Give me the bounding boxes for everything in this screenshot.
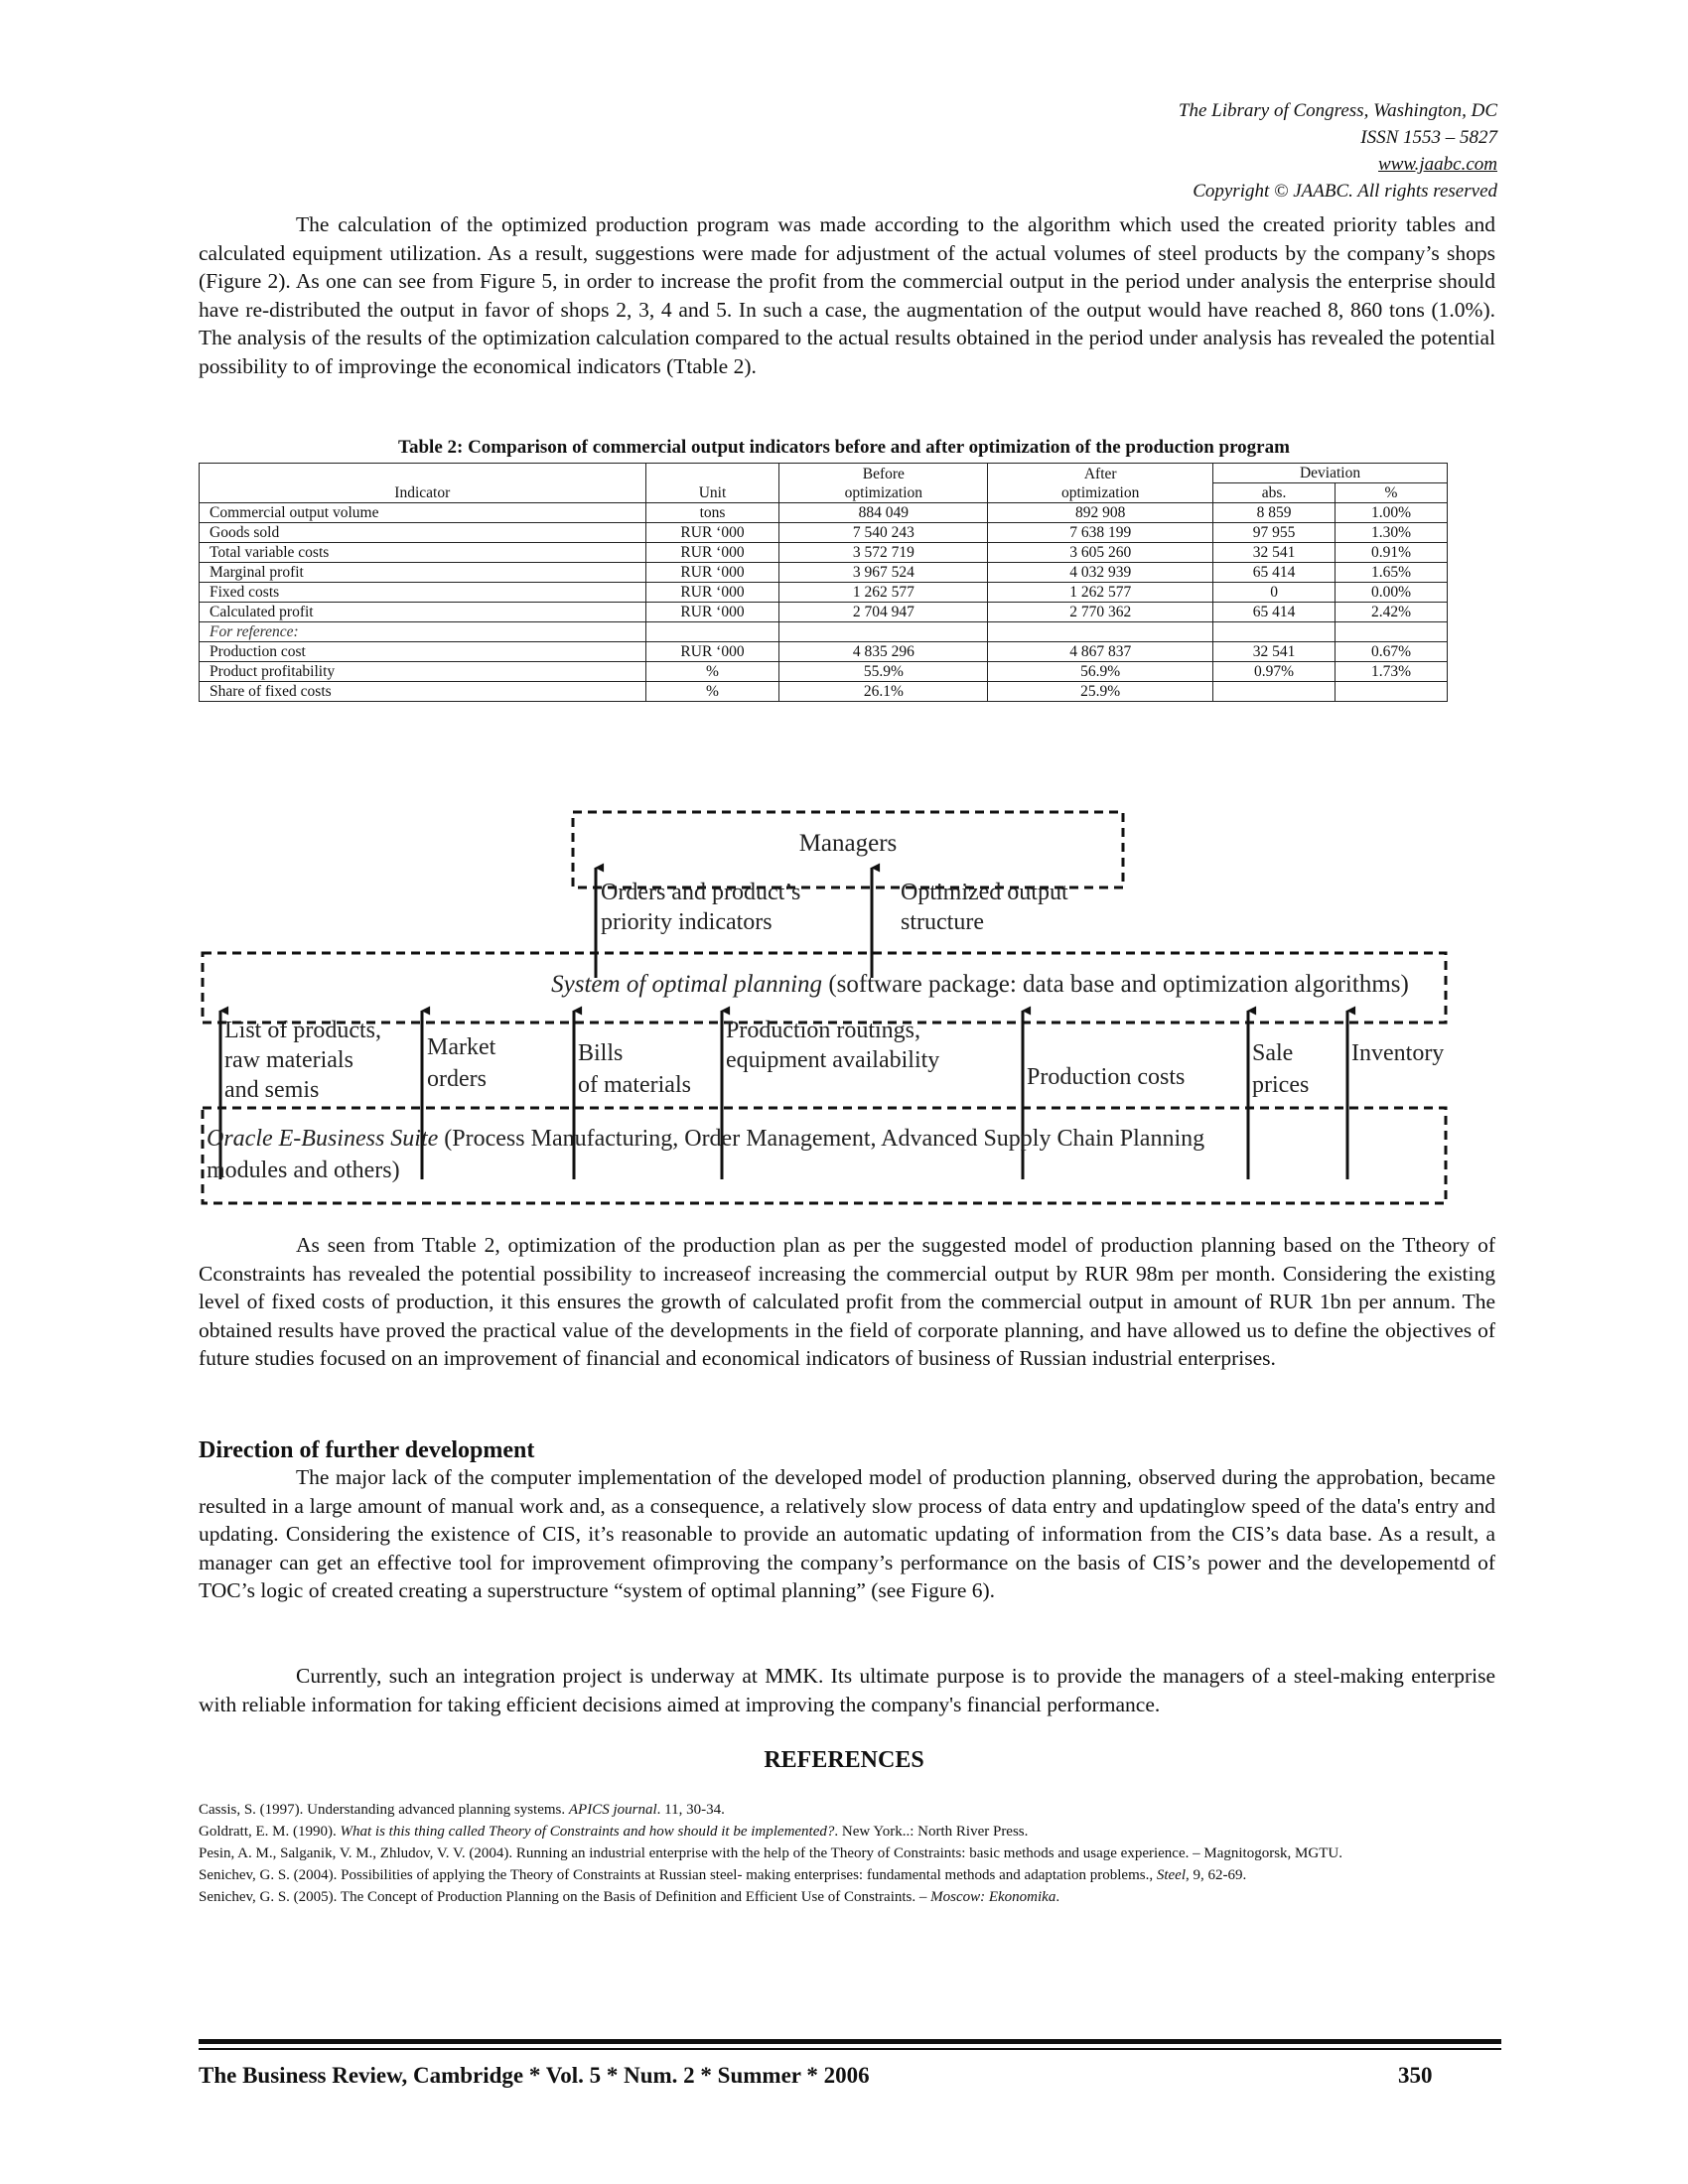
- cell-indicator: Share of fixed costs: [200, 682, 646, 702]
- orders-label-1: Orders and product’s: [601, 880, 801, 905]
- cell-indicator: Calculated profit: [200, 603, 646, 622]
- list-label-3: and semis: [224, 1077, 320, 1103]
- optimal-planning-box: [203, 953, 1446, 1023]
- table-row: [200, 662, 1448, 682]
- table-row: [200, 503, 1448, 523]
- paragraph-text: The major lack of the computer implementation of the developed model of production planning, observed during the approbation, became resulted in a large amount of manual work and, as a consequence, a relatively slow process of data entry and updatinglow speed of the data's entry and updating. Considering the existence of CIS, it’s reasonable to provide an automatic updating of information from the CIS’s data base. As a result, a manager can get an effective tool for improvement ofimproving the company’s performance on the basis of CIS’s power and the developementd of TOC’s logic of created creating a superstructure “system of optimal planning” (see Figure 6).: [199, 1465, 1495, 1602]
- header-issn: ISSN 1553 – 5827: [1360, 127, 1497, 148]
- cell-after: 2 770 362: [988, 603, 1213, 622]
- cell-pct: 0.91%: [1336, 543, 1448, 563]
- cell-unit: %: [645, 682, 779, 702]
- table-row: [200, 523, 1448, 543]
- reference-item: [199, 1864, 1499, 1886]
- bills-label-1: Bills: [578, 1040, 624, 1066]
- routings-label-2: equipment availability: [726, 1047, 940, 1073]
- cell-unit: RUR ‘000: [645, 642, 779, 662]
- cell-indicator: For reference:: [200, 622, 646, 642]
- market-label-2: orders: [427, 1066, 487, 1092]
- reference-item: [199, 1799, 1499, 1821]
- reference-item: [199, 1886, 1499, 1908]
- cell-abs: 32 541: [1213, 642, 1336, 662]
- reference-italic: APICS journal: [568, 1802, 657, 1818]
- oracle-suite-box: [203, 1108, 1446, 1203]
- cell-before: 26.1%: [779, 682, 988, 702]
- header-deviation: Deviation: [1213, 464, 1448, 483]
- table-row: [200, 583, 1448, 603]
- paragraph-toc-results: [199, 1231, 1495, 1373]
- cell-before: 884 049: [779, 503, 988, 523]
- cell-pct: 2.42%: [1336, 603, 1448, 622]
- reference-italic: What is this thing called Theory of Constraints and how should it be implemented?: [340, 1824, 835, 1840]
- cell-pct: [1336, 682, 1448, 702]
- table-row: [200, 682, 1448, 702]
- cell-unit: RUR ‘000: [645, 603, 779, 622]
- cell-before: 2 704 947: [779, 603, 988, 622]
- header-copyright: Copyright © JAABC. All rights reserved: [1193, 181, 1497, 202]
- reference-italic: Moscow: Ekonomika: [930, 1889, 1056, 1905]
- cell-after: [988, 622, 1213, 642]
- cell-unit: tons: [645, 503, 779, 523]
- cell-pct: 1.73%: [1336, 662, 1448, 682]
- production-costs-label: Production costs: [1027, 1064, 1186, 1090]
- cell-before: 1 262 577: [779, 583, 988, 603]
- section-title: Direction of further development: [199, 1437, 535, 1463]
- cell-after: 7 638 199: [988, 523, 1213, 543]
- header-abs: abs.: [1213, 483, 1336, 503]
- oracle-label-2: modules and others): [207, 1158, 400, 1183]
- cell-after: 4 032 939: [988, 563, 1213, 583]
- cell-after: 892 908: [988, 503, 1213, 523]
- cell-indicator: Marginal profit: [200, 563, 646, 583]
- reference-text-end: . New York..: North River Press.: [834, 1824, 1029, 1840]
- cell-after: 1 262 577: [988, 583, 1213, 603]
- table-row: [200, 642, 1448, 662]
- cell-before: [779, 622, 988, 642]
- cell-after: 25.9%: [988, 682, 1213, 702]
- cell-pct: [1336, 622, 1448, 642]
- header-before: Before optimization: [779, 464, 988, 503]
- reference-text-end: , 9, 62-69.: [1186, 1867, 1247, 1883]
- cell-after: 4 867 837: [988, 642, 1213, 662]
- cell-abs: 65 414: [1213, 603, 1336, 622]
- header-website-link[interactable]: www.jaabc.com: [1378, 154, 1497, 175]
- table-row: [200, 543, 1448, 563]
- reference-text: Goldratt, E. M. (1990).: [199, 1824, 341, 1840]
- cell-before: 4 835 296: [779, 642, 988, 662]
- cell-pct: 0.67%: [1336, 642, 1448, 662]
- cell-unit: [645, 622, 779, 642]
- market-label-1: Market: [427, 1034, 496, 1060]
- reference-text: Cassis, S. (1997). Understanding advanced planning systems.: [199, 1802, 569, 1818]
- optimized-label-2: structure: [901, 909, 984, 935]
- oracle-label-1: Oracle E-Business Suite (Process Manufacturing, Order Management, Advanced Supply Chain Planning: [207, 1126, 1205, 1152]
- cell-abs: 65 414: [1213, 563, 1336, 583]
- table-row: [200, 563, 1448, 583]
- header-unit: Unit: [645, 464, 779, 503]
- footer-journal: The Business Review, Cambridge * Vol. 5 * Num. 2 * Summer * 2006: [199, 2063, 870, 2088]
- paragraph-text: Currently, such an integration project is underway at MMK. Its ultimate purpose is to provide the managers of a steel-making enterprise with reliable information for taking efficient decisions aimed at improving the company's financial performance.: [199, 1664, 1495, 1716]
- header-after: After optimization: [988, 464, 1213, 503]
- table-row: [200, 622, 1448, 642]
- managers-box: [573, 812, 1123, 887]
- reference-item: [199, 1821, 1499, 1843]
- sale-label-2: prices: [1252, 1072, 1310, 1098]
- cell-unit: RUR ‘000: [645, 543, 779, 563]
- cell-unit: RUR ‘000: [645, 563, 779, 583]
- header-pct: %: [1336, 483, 1448, 503]
- cell-indicator: Goods sold: [200, 523, 646, 543]
- header-indicator: Indicator: [200, 464, 646, 503]
- reference-text-end: .: [1055, 1889, 1060, 1905]
- cell-pct: 1.00%: [1336, 503, 1448, 523]
- cell-indicator: Product profitability: [200, 662, 646, 682]
- routings-label-1: Production routings,: [726, 1018, 920, 1043]
- cell-abs: 8 859: [1213, 503, 1336, 523]
- references-title: REFERENCES: [764, 1747, 924, 1773]
- table-caption: Table 2: Comparison of commercial output indicators before and after optimization of the production program: [398, 437, 1290, 458]
- cell-abs: 32 541: [1213, 543, 1336, 563]
- paragraph-text: The calculation of the optimized production program was made according to the algorithm which used the created priority tables and calculated equipment utilization. As a result, suggestions were made for adjustment of the actual volumes of steel products by the company’s shops (Figure 2). As one can see from Figure 5, in order to increase the profit from the commercial output in the period under analysis the enterprise should have re-distributed the output in favor of shops 2, 3, 4 and 5. In such a case, the augmentation of the output would have reached 8, 860 tons (1.0%). The analysis of the results of the optimization calculation compared to the actual results obtained in the period under analysis has revealed the potential possibility to of improvinge the economical indicators (Ttable 2).: [199, 212, 1495, 378]
- cell-indicator: Fixed costs: [200, 583, 646, 603]
- cell-unit: RUR ‘000: [645, 583, 779, 603]
- inventory-label: Inventory: [1351, 1040, 1445, 1066]
- cell-before: 3 572 719: [779, 543, 988, 563]
- sale-label-1: Sale: [1252, 1040, 1294, 1066]
- cell-before: 3 967 524: [779, 563, 988, 583]
- references-list: [199, 1799, 1499, 1908]
- list-label-2: raw materials: [224, 1047, 353, 1073]
- managers-label: Managers: [798, 830, 898, 857]
- cell-before: 7 540 243: [779, 523, 988, 543]
- paragraph-text: As seen from Ttable 2, optimization of the production plan as per the suggested model of production planning based on the Ttheory of Cconstraints has revealed the potential possibility to increaseof increasing the commercial output by RUR 98m per month. Considering the existing level of fixed costs of production, it this ensures the growth of calculated profit from the commercial output in amount of RUR 1bn per annum. The obtained results have proved the practical value of the developments in the field of corporate planning, and have allowed us to define the objectives of future studies focused on an improvement of financial and economical indicators of business of Russian industrial enterprises.: [199, 1233, 1495, 1370]
- reference-text: Pesin, A. M., Salganik, V. M., Zhludov, V. V. (2004). Running an industrial enterprise with the help of the Theory of Constraints: basic methods and usage experience. – Magnitogorsk, MGTU.: [199, 1845, 1342, 1861]
- cell-abs: 0.97%: [1213, 662, 1336, 682]
- cell-indicator: Commercial output volume: [200, 503, 646, 523]
- optimal-planning-label: System of optimal planning (software package: data base and optimization algorithms): [551, 971, 1409, 998]
- cell-indicator: Production cost: [200, 642, 646, 662]
- cell-after: 56.9%: [988, 662, 1213, 682]
- paragraph-further-development: [199, 1463, 1495, 1605]
- cell-abs: [1213, 622, 1336, 642]
- cell-pct: 1.30%: [1336, 523, 1448, 543]
- reference-italic: Steel: [1156, 1867, 1186, 1883]
- cell-indicator: Total variable costs: [200, 543, 646, 563]
- bills-label-2: of materials: [578, 1072, 691, 1098]
- cell-unit: %: [645, 662, 779, 682]
- cell-abs: 97 955: [1213, 523, 1336, 543]
- cell-before: 55.9%: [779, 662, 988, 682]
- cell-after: 3 605 260: [988, 543, 1213, 563]
- comparison-table: [199, 463, 1448, 702]
- reference-text: Senichev, G. S. (2005). The Concept of Production Planning on the Basis of Definition and Efficient Use of Constraints. –: [199, 1889, 931, 1905]
- list-label-1: List of products,: [224, 1018, 381, 1043]
- reference-text: Senichev, G. S. (2004). Possibilities of applying the Theory of Constraints at Russian steel- making enterprises: fundamental methods and adaptation problems.,: [199, 1867, 1157, 1883]
- reference-text-end: . 11, 30-34.: [656, 1802, 725, 1818]
- orders-label-2: priority indicators: [601, 909, 773, 935]
- cell-pct: 1.65%: [1336, 563, 1448, 583]
- footer-rule-thin: [199, 2048, 1501, 2050]
- journal-header: [1179, 97, 1497, 205]
- header-library: The Library of Congress, Washington, DC: [1178, 100, 1497, 121]
- table-row: [200, 603, 1448, 622]
- cell-pct: 0.00%: [1336, 583, 1448, 603]
- reference-item: [199, 1843, 1499, 1864]
- page-number: 350: [1398, 2063, 1433, 2088]
- paragraph-integration-project: [199, 1662, 1495, 1718]
- cell-abs: 0: [1213, 583, 1336, 603]
- cell-abs: [1213, 682, 1336, 702]
- table-body: [200, 503, 1448, 702]
- paragraph-optimization-calculation: [199, 210, 1495, 380]
- footer-rule: [199, 2039, 1501, 2044]
- optimized-label-1: Optimized output: [901, 880, 1068, 905]
- cell-unit: RUR ‘000: [645, 523, 779, 543]
